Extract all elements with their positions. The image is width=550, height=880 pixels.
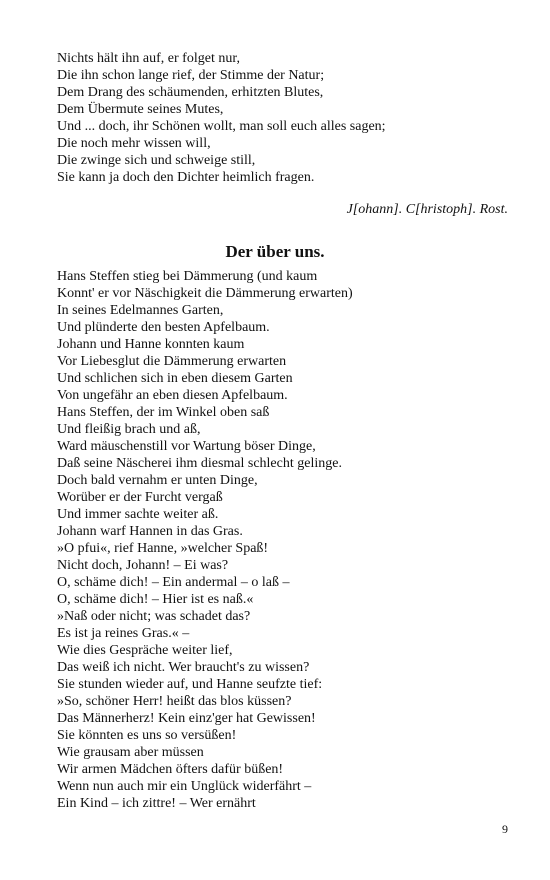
poem-verse [57,268,508,812]
verse-line: Daß seine Näscherei ihm diesmal schlecht gelinge. [57,456,342,471]
verse-line: Und plünderte den besten Apfelbaum. [57,320,270,335]
verse-line: Dem Drang des schäumenden, erhitzten Blutes, [57,85,324,100]
verse-line: Das Männerherz! Kein einz'ger hat Gewissen! [57,711,316,726]
verse-line: Von ungefähr an eben diesen Apfelbaum. [57,388,288,403]
verse-line: Doch bald vernahm er unten Dinge, [57,473,258,488]
verse-line: O, schäme dich! – Hier ist es naß.« [57,592,254,607]
verse-line: Wenn nun auch mir ein Unglück widerfährt – [57,779,312,794]
verse-line: Hans Steffen stieg bei Dämmerung (und kaum [57,269,318,284]
verse-line: »So, schöner Herr! heißt das blos küssen? [57,694,292,709]
verse-line: Nichts hält ihn auf, er folget nur, [57,51,240,66]
verse-line: Johann und Hanne konnten kaum [57,337,245,352]
verse-line: Nicht doch, Johann! – Ei was? [57,558,229,573]
verse-line: Die zwinge sich und schweige still, [57,153,256,168]
verse-line: Die ihn schon lange rief, der Stimme der Natur; [57,68,325,83]
verse-line: Und schlichen sich in eben diesem Garten [57,371,293,386]
verse-line: Die noch mehr wissen will, [57,136,211,151]
author-attribution: J[ohann]. C[hristoph]. Rost. [346,202,508,217]
poem-title: Der über uns. [225,242,325,261]
verse-line: Wie grausam aber müssen [57,745,204,760]
verse-line: Worüber er der Furcht vergaß [57,490,223,505]
verse-line: Sie kann ja doch den Dichter heimlich fragen. [57,170,315,185]
verse-line: Das weiß ich nicht. Wer braucht's zu wissen? [57,660,310,675]
verse-line: Vor Liebesglut die Dämmerung erwarten [57,354,287,369]
verse-line: In seines Edelmannes Garten, [57,303,224,318]
verse-line: Konnt' er vor Näschigkeit die Dämmerung erwarten) [57,286,353,301]
verse-line: Es ist ja reines Gras.« – [57,626,190,641]
verse-line: Johann warf Hannen in das Gras. [57,524,243,539]
verse-line: Und ... doch, ihr Schönen wollt, man soll euch alles sagen; [57,119,386,134]
verse-line: Sie stunden wieder auf, und Hanne seufzte tief: [57,677,323,692]
verse-line: Ein Kind – ich zittre! – Wer ernährt [57,796,256,811]
verse-line: Hans Steffen, der im Winkel oben saß [57,405,270,420]
verse-line: Wie dies Gespräche weiter lief, [57,643,233,658]
verse-line: »Naß oder nicht; was schadet das? [57,609,251,624]
verse-line: Wir armen Mädchen öfters dafür büßen! [57,762,284,777]
verse-line: Ward mäuschenstill vor Wartung böser Dinge, [57,439,316,454]
verse-line: »O pfui«, rief Hanne, »welcher Spaß! [57,541,269,556]
verse-line: Dem Übermute seines Mutes, [57,102,224,117]
verse-line: Und fleißig brach und aß, [57,422,201,437]
previous-poem-verse [57,50,508,186]
page-number: 9 [502,822,508,836]
verse-line: Und immer sachte weiter aß. [57,507,219,522]
verse-line: Sie könnten es uns so versüßen! [57,728,237,743]
verse-line: O, schäme dich! – Ein andermal – o laß – [57,575,290,590]
